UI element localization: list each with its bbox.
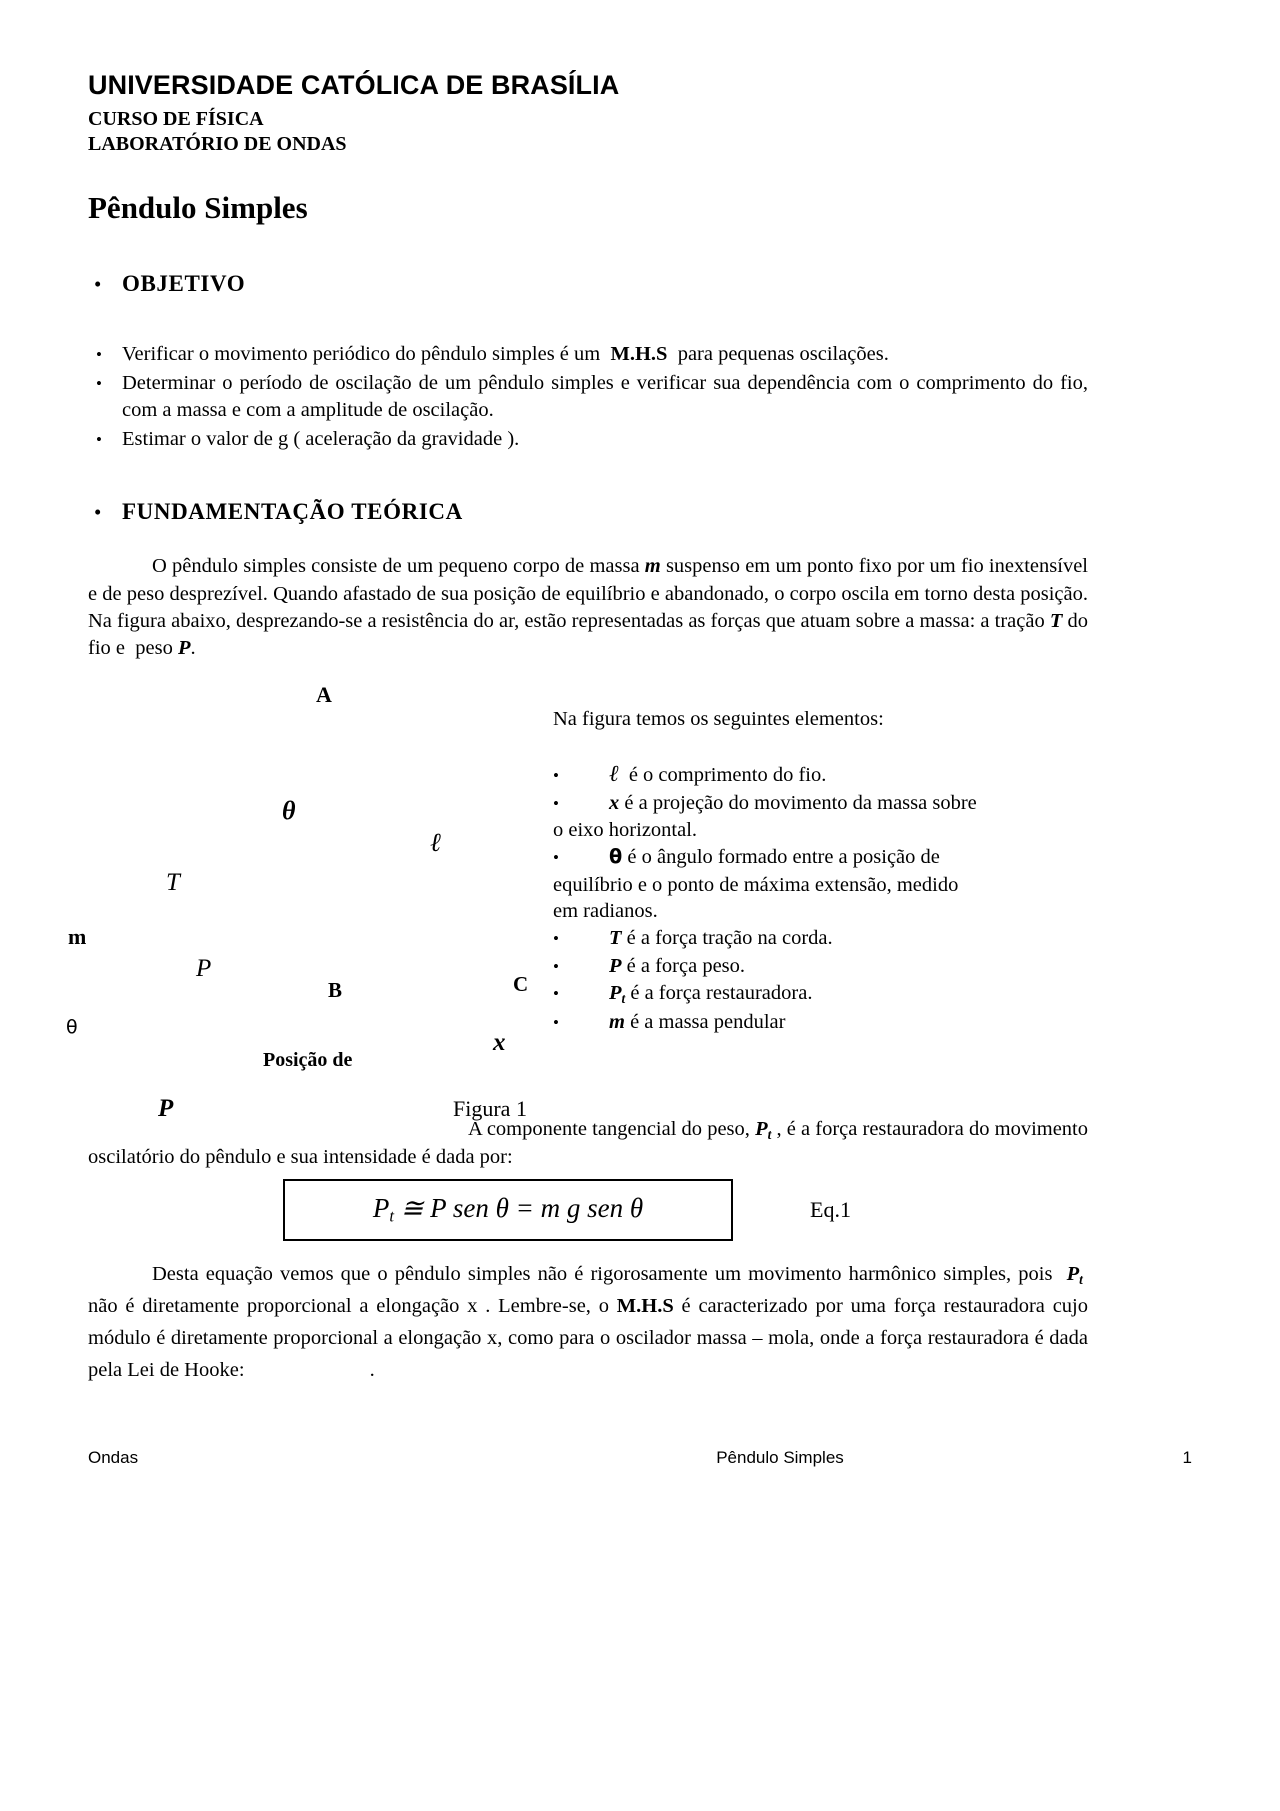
- figure-label-equilibrium: Posição de: [263, 1049, 353, 1072]
- figure-label-mass: m: [68, 924, 87, 950]
- legend-text-theta-cont-2: em radianos.: [553, 900, 658, 923]
- figure-label-tension: T: [166, 869, 180, 897]
- figure-label-point-c: C: [513, 972, 529, 997]
- objective-text: Verificar o movimento periódico do pêndulo simples é um M.H.S para pequenas oscilações.: [122, 343, 889, 366]
- equation-number: Eq.1: [810, 1197, 851, 1223]
- legend-text-x: x é a projeção do movimento da massa sobre: [609, 791, 977, 814]
- legend-text-restoring: $P_t$ é a força restauradora.: [609, 982, 813, 1007]
- equation-box: [283, 1179, 733, 1241]
- figure-label-x-axis: x: [493, 1029, 506, 1057]
- trailing-period: .: [369, 1358, 375, 1381]
- legend-text-ell: ℓ é o comprimento do fio.: [609, 760, 827, 786]
- figure-caption: Figura 1: [453, 1096, 527, 1122]
- footer-left: Ondas: [88, 1448, 139, 1467]
- objective-text: Estimar o valor de g ( aceleração da gravidade ).: [122, 428, 520, 451]
- objective-text: Determinar o período de oscilação de um pêndulo simples e verificar sua dependência com o comprimento do fio, com a massa e com a amplitude de oscilação.: [122, 372, 1088, 422]
- bullet-icon: •: [553, 1012, 559, 1032]
- figure-label-point-b: B: [328, 978, 343, 1003]
- list-item: [88, 370, 1088, 424]
- figure-legend: [553, 706, 1053, 1036]
- list-item: [88, 341, 1088, 368]
- course-line: CURSO DE FÍSICA: [88, 108, 264, 131]
- list-item: [553, 1009, 1053, 1036]
- legend-text-theta: θ é o ângulo formado entre a posição de: [609, 845, 940, 869]
- equation-text: $P_t$ ≅ P sen θ = m g sen θ: [372, 1193, 644, 1227]
- section-heading-objective: [88, 271, 1088, 297]
- bullet-icon: •: [553, 765, 559, 785]
- bullet-icon: •: [94, 500, 102, 525]
- legend-text-tension: T é a força tração na corda.: [609, 927, 833, 949]
- figure-label-weight-lower: P: [158, 1095, 174, 1123]
- figure-label-point-a: A: [316, 682, 332, 708]
- legend-text-x-cont: o eixo horizontal.: [553, 819, 698, 842]
- equation-1-row: [88, 1179, 1088, 1255]
- list-item: [553, 759, 1053, 789]
- bullet-icon: •: [94, 272, 102, 297]
- figure-label-ell: ℓ: [430, 828, 441, 858]
- section-label-objective: OBJETIVO: [122, 271, 246, 297]
- figure-1-block: [66, 678, 1088, 1123]
- bullet-icon: •: [553, 793, 559, 813]
- figure-label-theta-top: θ: [282, 796, 296, 826]
- bullet-icon: •: [96, 430, 102, 450]
- page-title: Pêndulo Simples: [88, 190, 308, 226]
- bullet-icon: •: [96, 374, 102, 394]
- university-title: UNIVERSIDADE CATÓLICA DE BRASÍLIA: [88, 70, 620, 100]
- objectives-list: [88, 341, 1088, 453]
- bullet-icon: •: [553, 848, 559, 868]
- list-item: [553, 925, 1053, 952]
- legend-text-mass: m é a massa pendular: [609, 1010, 786, 1033]
- legend-text-theta-cont-1: equilíbrio e o ponto de máxima extensão, medido: [553, 873, 959, 896]
- section-label-theory: FUNDAMENTAÇÃO TEÓRICA: [122, 499, 463, 525]
- list-item: [88, 426, 1088, 453]
- bullet-icon: •: [553, 984, 559, 1004]
- bullet-icon: •: [553, 956, 559, 976]
- list-item: [553, 953, 1053, 980]
- footer-center: Pêndulo Simples: [716, 1448, 844, 1467]
- page-number: 1: [1182, 1448, 1192, 1467]
- laboratory-line: LABORATÓRIO DE ONDAS: [88, 133, 347, 156]
- legend-text-weight: P é a força peso.: [609, 954, 746, 977]
- equation-intro-paragraph: A componente tangencial do peso, $P_t$ , é a força restauradora do movimento oscilatório do pêndulo e sua intensidade é dada por:: [88, 1118, 1089, 1169]
- list-item: [553, 980, 1053, 1007]
- bullet-icon: •: [96, 345, 102, 365]
- figure-label-theta-bottom: θ: [66, 1016, 78, 1039]
- pendulum-diagram: [58, 678, 578, 1123]
- list-item: [553, 844, 1053, 871]
- legend-intro: Na figura temos os seguintes elementos:: [553, 708, 884, 731]
- figure-label-weight-upper: P: [196, 955, 212, 983]
- section-heading-theory: [88, 499, 1088, 525]
- closing-paragraph: Desta equação vemos que o pêndulo simples não é rigorosamente um movimento harmônico simples, pois $P_t$ não é diretamente proporcional a elongação x . Lembre-se, o M.H.S é caracterizado por uma força restauradora cujo módulo é diretamente proporcional a elongação x, como para o oscilador massa – mola, onde a força restauradora é dada pela Lei de Hooke: .: [88, 1263, 1089, 1381]
- document-content: [66, 70, 1089, 1386]
- page-footer: [88, 1448, 1192, 1468]
- theory-paragraph: O pêndulo simples consiste de um pequeno corpo de massa m suspenso em um ponto fixo por um fio inextensível e de peso desprezível. Quando afastado de sua posição de equilíbrio e abandonado, o corpo oscila em torno desta posição. Na figura abaixo, desprezando-se a resistência do ar, estão representadas as forças que atuam sobre a massa: a tração T do fio e peso P.: [88, 555, 1089, 660]
- list-item: [553, 790, 1053, 817]
- bullet-icon: •: [553, 929, 559, 948]
